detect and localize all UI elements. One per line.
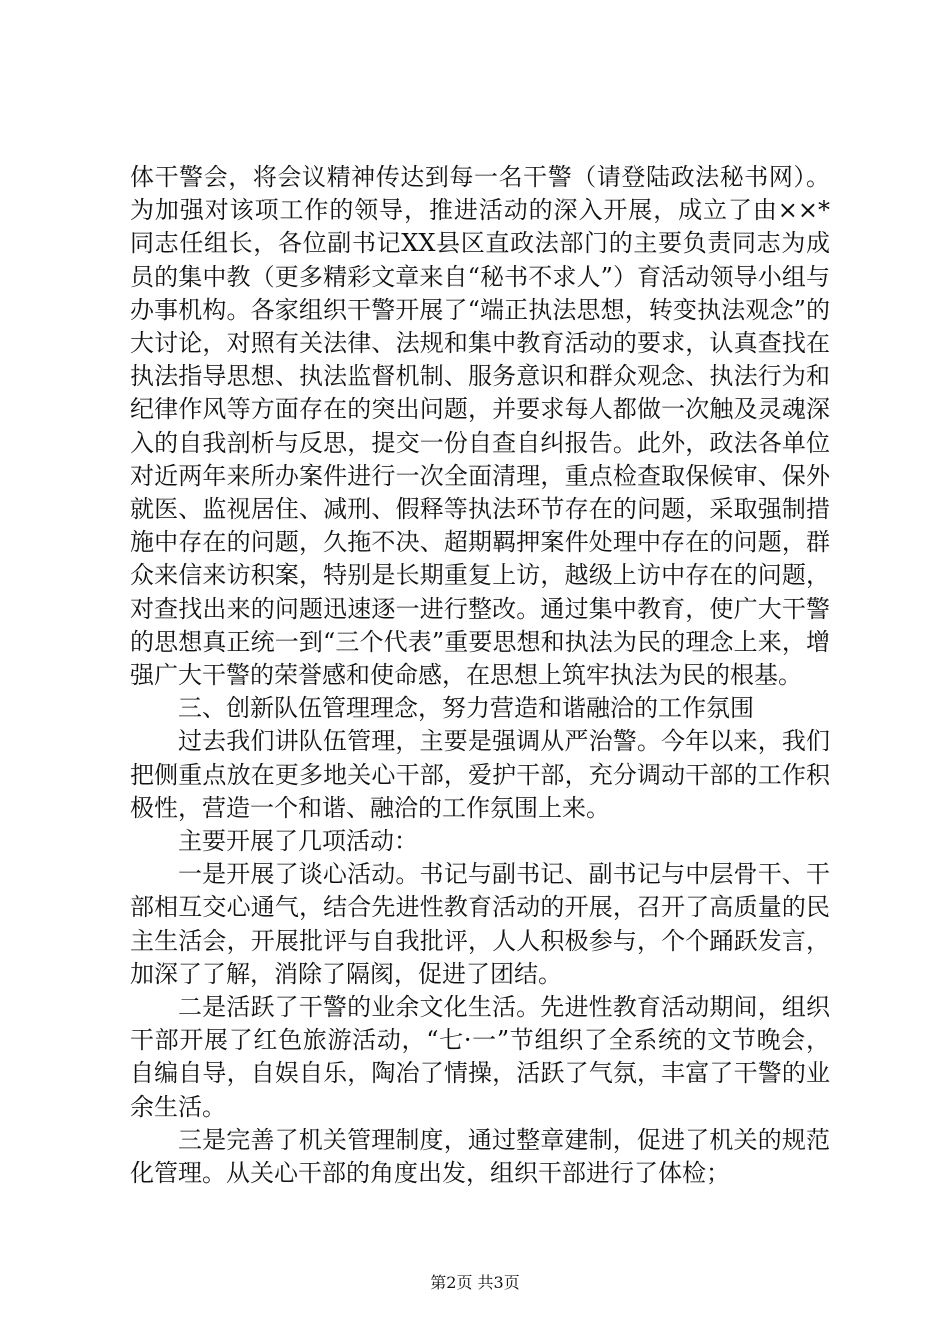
- paragraph: 三是完善了机关管理制度，通过整章建制，促进了机关的规范化管理。从关心干部的角度出发，组织干部进行了体检；: [130, 1125, 830, 1188]
- paragraph: 一是开展了谈心活动。书记与副书记、副书记与中层骨干、干部相互交心通气，结合先进性教育活动的开展，召开了高质量的民主生活会，开展批评与自我批评，人人积极参与，个个踊跃发言，加深了了解，消除了隔阂，促进了团结。: [130, 860, 830, 988]
- paragraph: 二是活跃了干警的业余文化生活。先进性教育活动期间，组织干部开展了红色旅游活动，“七·一”节组织了全系统的文节晚会，自编自导，自娱自乐，陶冶了情操，活跃了气氛，丰富了干警的业余生活。: [130, 993, 830, 1121]
- document-body: [130, 161, 830, 1190]
- paragraph: 过去我们讲队伍管理，主要是强调从严治警。今年以来，我们把侧重点放在更多地关心干部，爱护干部，充分调动干部的工作积极性，营造一个和谐、融洽的工作氛围上来。: [130, 727, 830, 822]
- page-number-footer: 第2页 共3页: [430, 1273, 520, 1292]
- section-heading: 三、创新队伍管理理念，努力营造和谐融洽的工作氛围: [178, 694, 754, 723]
- paragraph: 主要开展了几项活动：: [178, 827, 418, 856]
- paragraph-continuation: 体干警会，将会议精神传达到每一名干警（请登陆政法秘书网）。为加强对该项工作的领导，推进活动的深入开展，成立了由××*同志任组长，各位副书记XX县区直政法部门的主要负责同志为成员的集中教（更多精彩文章来自“秘书不求人”）育活动领导小组与办事机构。各家组织干警开展了“端正执法思想，转变执法观念”的大讨论，对照有关法律、法规和集中教育活动的要求，认真查找在执法指导思想、执法监督机制、服务意识和群众观念、执法行为和纪律作风等方面存在的突出问题，并要求每人都做一次触及灵魂深入的自我剖析与反思，提交一份自查自纠报告。此外，政法各单位对近两年来所办案件进行一次全面清理，重点检查取保候审、保外就医、监视居住、减刑、假释等执法环节存在的问题，采取强制措施中存在的问题，久拖不决、超期羁押案件处理中存在的问题，群众来信来访积案，特别是长期重复上访，越级上访中存在的问题，对查找出来的问题迅速逐一进行整改。通过集中教育，使广大干警的思想真正统一到“三个代表”重要思想和执法为民的理念上来，增强广大干警的荣誉感和使命感，在思想上筑牢执法为民的根基。: [130, 163, 830, 690]
